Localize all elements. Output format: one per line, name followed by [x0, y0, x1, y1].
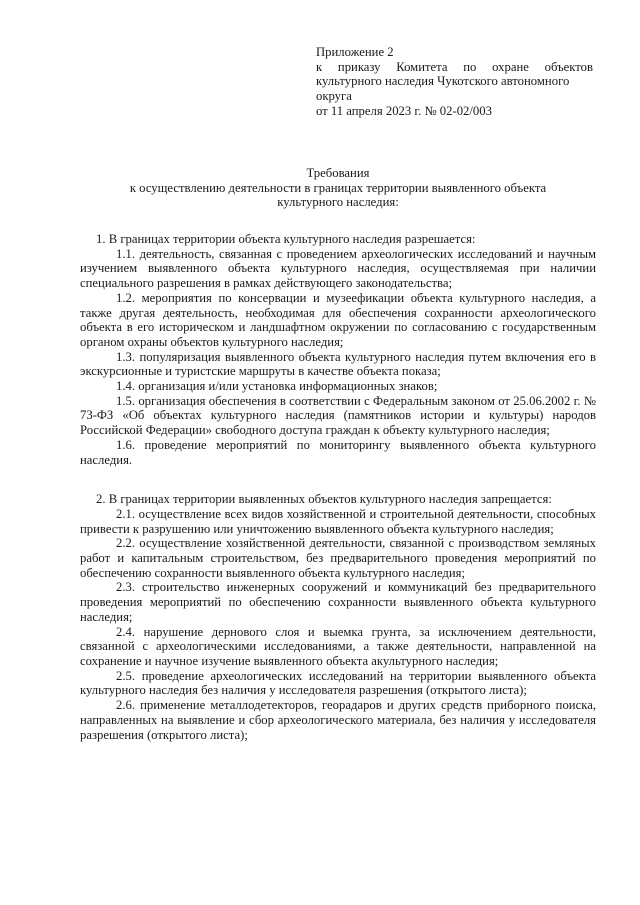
title-line: культурного наследия: [277, 195, 399, 210]
list-item: 2.1. осуществление всех видов хозяйственной и строительной деятельности, способных привести к разрушению или уничтожению выявленного объекта культурного наследия; [80, 506, 596, 536]
document-title [80, 166, 596, 210]
list-item: 1.1. деятельность, связанная с проведением археологических исследований и научным изучением выявленного объекта культурного наследия, осуществляемая при наличии специального разрешения в рамках действующего законодательства; [80, 246, 596, 291]
order-reference-line: округа [316, 89, 352, 104]
list-item: 2.2. осуществление хозяйственной деятельности, связанной с производством земляных работ и капитальным строительством, без предварительного проведения мероприятий по обеспечению сохранности выявленного объекта культурного наследия; [80, 536, 596, 580]
section-permitted [80, 232, 596, 467]
list-item: 2.6. применение металлодетекторов, георадаров и других средств приборного поиска, направленных на выявление и сбор археологического материала, без наличия у исследователя разрешения (открытого листа); [80, 698, 596, 742]
order-date-number: от 11 апреля 2023 г. № 02-02/003 [316, 103, 492, 118]
list-item: 2.5. проведение археологических исследований на территории выявленного объекта культурного наследия без наличия у исследователя разрешения (открытого листа); [80, 668, 596, 698]
list-item: 2.3. строительство инженерных сооружений и коммуникаций без предварительного проведения мероприятий по обеспечению сохранности выявленного объекта культурного наследия; [80, 580, 596, 624]
appendix-header [316, 45, 593, 119]
section-heading: 2. В границах территории выявленных объектов культурного наследия запрещается: [96, 492, 552, 507]
order-reference-line: культурного наследия Чукотского автономного [316, 74, 570, 89]
appendix-label: Приложение 2 [316, 45, 394, 59]
section-prohibited [80, 492, 596, 742]
title-line: к осуществлению деятельности в границах территории выявленного объекта [129, 180, 547, 195]
section-heading: 1. В границах территории объекта культурного наследия разрешается: [96, 232, 476, 246]
list-item: 1.4. организация и/или установка информационных знаков; [116, 379, 438, 394]
document-body [80, 232, 596, 742]
list-item: 1.6. проведение мероприятий по мониторингу выявленного объекта культурного наследия. [80, 437, 596, 467]
list-item: 1.5. организация обеспечения в соответствии с Федеральным законом от 25.06.2002 г. № 73-ФЗ «Об объектах культурного наследия (памятников истории и культуры) народов Российской Федерации» свободного доступа граждан к объекту культурного наследия; [80, 393, 596, 438]
order-reference-line: к приказу Комитета по охране объектов [316, 59, 593, 74]
title-line: Требования [306, 166, 370, 180]
list-item: 2.4. нарушение дернового слоя и выемка грунта, за исключением деятельности, связанной с археологическими исследованиями, а также деятельности, направленной на сохранение и научное изучение выявленного объекта акультурного наследия; [80, 624, 596, 668]
list-item: 1.2. мероприятия по консервации и музеефикации объекта культурного наследия, а также другая деятельность, необходимая для обеспечения сохранности археологического объекта в его историческом и ландшафтном окружении по согласованию с государственным органом охраны объектов культурного наследия; [80, 290, 596, 349]
list-item: 1.3. популяризация выявленного объекта культурного наследия путем включения его в экскурсионные и туристские маршруты в качестве объекта показа; [80, 349, 596, 379]
